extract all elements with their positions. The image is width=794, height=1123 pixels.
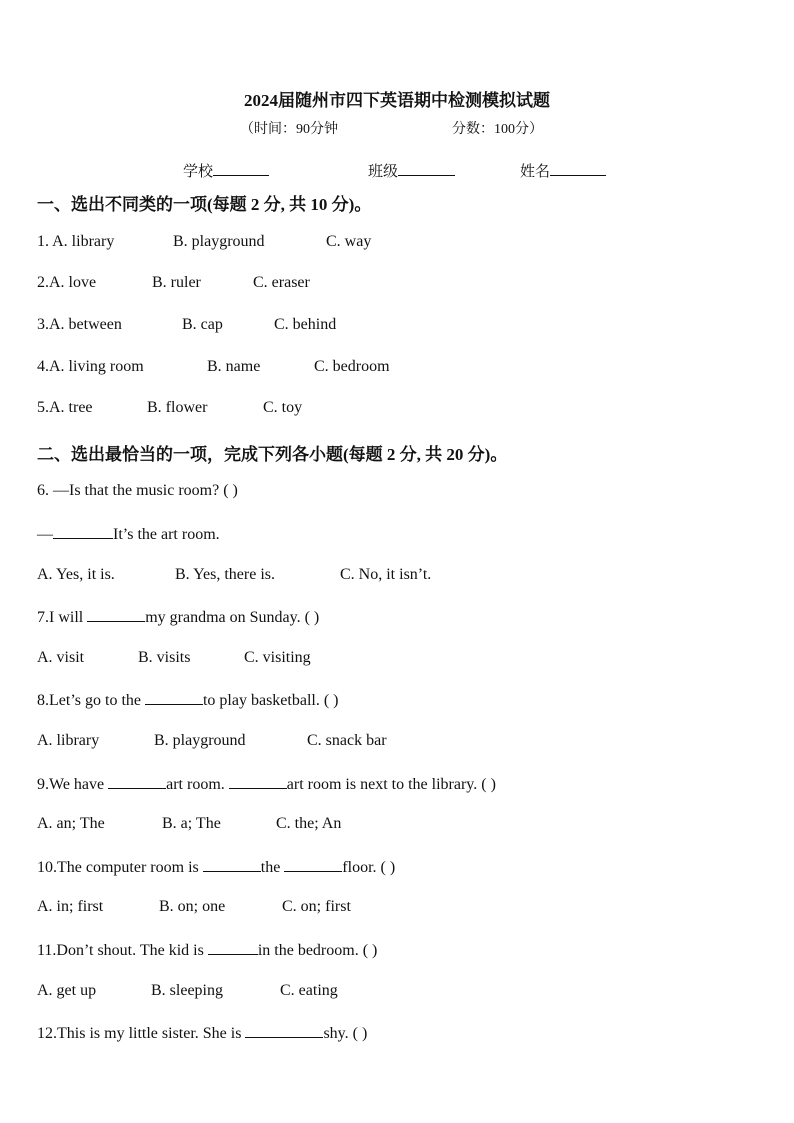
option-a: 4.A. living room xyxy=(37,358,144,375)
question-1 xyxy=(37,233,114,251)
answer-blank[interactable] xyxy=(245,1023,323,1038)
question-6-stem: 6. —Is that the music room? ( ) xyxy=(37,482,238,499)
stem-post: in the bedroom. ( ) xyxy=(257,942,378,959)
option-a: 1. A. library xyxy=(37,233,115,250)
option-c: C. eraser xyxy=(253,274,310,291)
name-blank[interactable] xyxy=(550,161,606,176)
question-11-stem xyxy=(37,940,377,960)
page-title: 2024届随州市四下英语期中检测模拟试题 xyxy=(244,91,550,110)
option-b: B. Yes, there is. xyxy=(175,566,276,583)
stem-post: shy. ( ) xyxy=(323,1025,368,1042)
school-label: 学校 xyxy=(183,164,214,180)
exam-score: 分数：100分） xyxy=(452,122,543,137)
response-text: It’s the art room. xyxy=(113,526,220,543)
option-b: B. cap xyxy=(182,316,223,333)
option-c: C. toy xyxy=(263,399,303,416)
option-a: 5.A. tree xyxy=(37,399,93,416)
question-7-stem xyxy=(37,607,319,627)
question-5 xyxy=(37,399,93,417)
answer-blank[interactable] xyxy=(203,857,261,872)
option-a: 2.A. love xyxy=(37,274,97,291)
answer-blank[interactable] xyxy=(108,774,166,789)
dash: — xyxy=(37,526,53,543)
option-a: A. Yes, it is. xyxy=(37,566,115,583)
stem-mid: art room. xyxy=(166,776,229,793)
question-9-stem xyxy=(37,774,496,794)
option-b: B. a; The xyxy=(162,815,221,832)
class-blank[interactable] xyxy=(398,161,455,176)
stem-post: my grandma on Sunday. ( ) xyxy=(145,609,320,626)
option-c: C. eating xyxy=(280,982,338,999)
stem-pre: 12.This is my little sister. She is xyxy=(37,1025,246,1042)
answer-blank[interactable] xyxy=(229,774,287,789)
stem-pre: 7.I will xyxy=(37,609,88,626)
stem-pre: 8.Let’s go to the xyxy=(37,692,145,709)
school-field[interactable] xyxy=(183,160,269,181)
option-b: B. name xyxy=(207,358,261,375)
option-c: C. way xyxy=(326,233,372,250)
option-b: B. playground xyxy=(173,233,265,250)
option-a: A. get up xyxy=(37,982,97,999)
option-b: B. visits xyxy=(138,649,191,666)
stem-mid: the xyxy=(260,859,285,876)
class-field[interactable] xyxy=(368,160,455,181)
option-b: B. sleeping xyxy=(151,982,223,999)
question-12-stem xyxy=(37,1023,367,1043)
option-a: A. an; The xyxy=(37,815,105,832)
name-label: 姓名 xyxy=(520,164,551,180)
stem-post: to play basketball. ( ) xyxy=(202,692,339,709)
option-c: C. visiting xyxy=(244,649,311,666)
class-label: 班级 xyxy=(368,164,399,180)
stem-post: floor. ( ) xyxy=(342,859,396,876)
question-10-stem xyxy=(37,857,395,877)
option-b: B. ruler xyxy=(152,274,201,291)
question-3 xyxy=(37,316,122,334)
option-c: C. bedroom xyxy=(314,358,390,375)
answer-blank[interactable] xyxy=(208,940,258,955)
question-4 xyxy=(37,358,144,376)
option-b: B. on; one xyxy=(159,898,226,915)
answer-blank[interactable] xyxy=(53,524,113,539)
section-1-heading: 一、选出不同类的一项(每题 2 分, 共 10 分)。 xyxy=(37,195,372,214)
answer-blank[interactable] xyxy=(284,857,342,872)
stem-post: art room is next to the library. ( ) xyxy=(286,776,496,793)
question-8-stem xyxy=(37,690,339,710)
name-field[interactable] xyxy=(520,160,606,181)
option-a: 3.A. between xyxy=(37,316,122,333)
stem-pre: 11.Don’t shout. The kid is xyxy=(37,942,208,959)
question-2 xyxy=(37,274,96,292)
question-6-response xyxy=(37,524,220,544)
option-c: C. behind xyxy=(274,316,337,333)
option-b: B. flower xyxy=(147,399,208,416)
exam-time: （时间：90分钟 xyxy=(240,122,338,137)
stem-pre: 10.The computer room is xyxy=(37,859,203,876)
school-blank[interactable] xyxy=(213,161,269,176)
option-b: B. playground xyxy=(154,732,246,749)
option-c: C. the; An xyxy=(276,815,342,832)
option-c: C. on; first xyxy=(282,898,351,915)
option-c: C. No, it isn’t. xyxy=(340,566,432,583)
answer-blank[interactable] xyxy=(87,607,145,622)
answer-blank[interactable] xyxy=(145,690,203,705)
stem-pre: 9.We have xyxy=(37,776,109,793)
section-2-heading: 二、选出最恰当的一项，完成下列各小题(每题 2 分, 共 20 分)。 xyxy=(37,445,508,464)
option-a: A. library xyxy=(37,732,100,749)
option-c: C. snack bar xyxy=(307,732,387,749)
option-a: A. visit xyxy=(37,649,85,666)
option-a: A. in; first xyxy=(37,898,104,915)
